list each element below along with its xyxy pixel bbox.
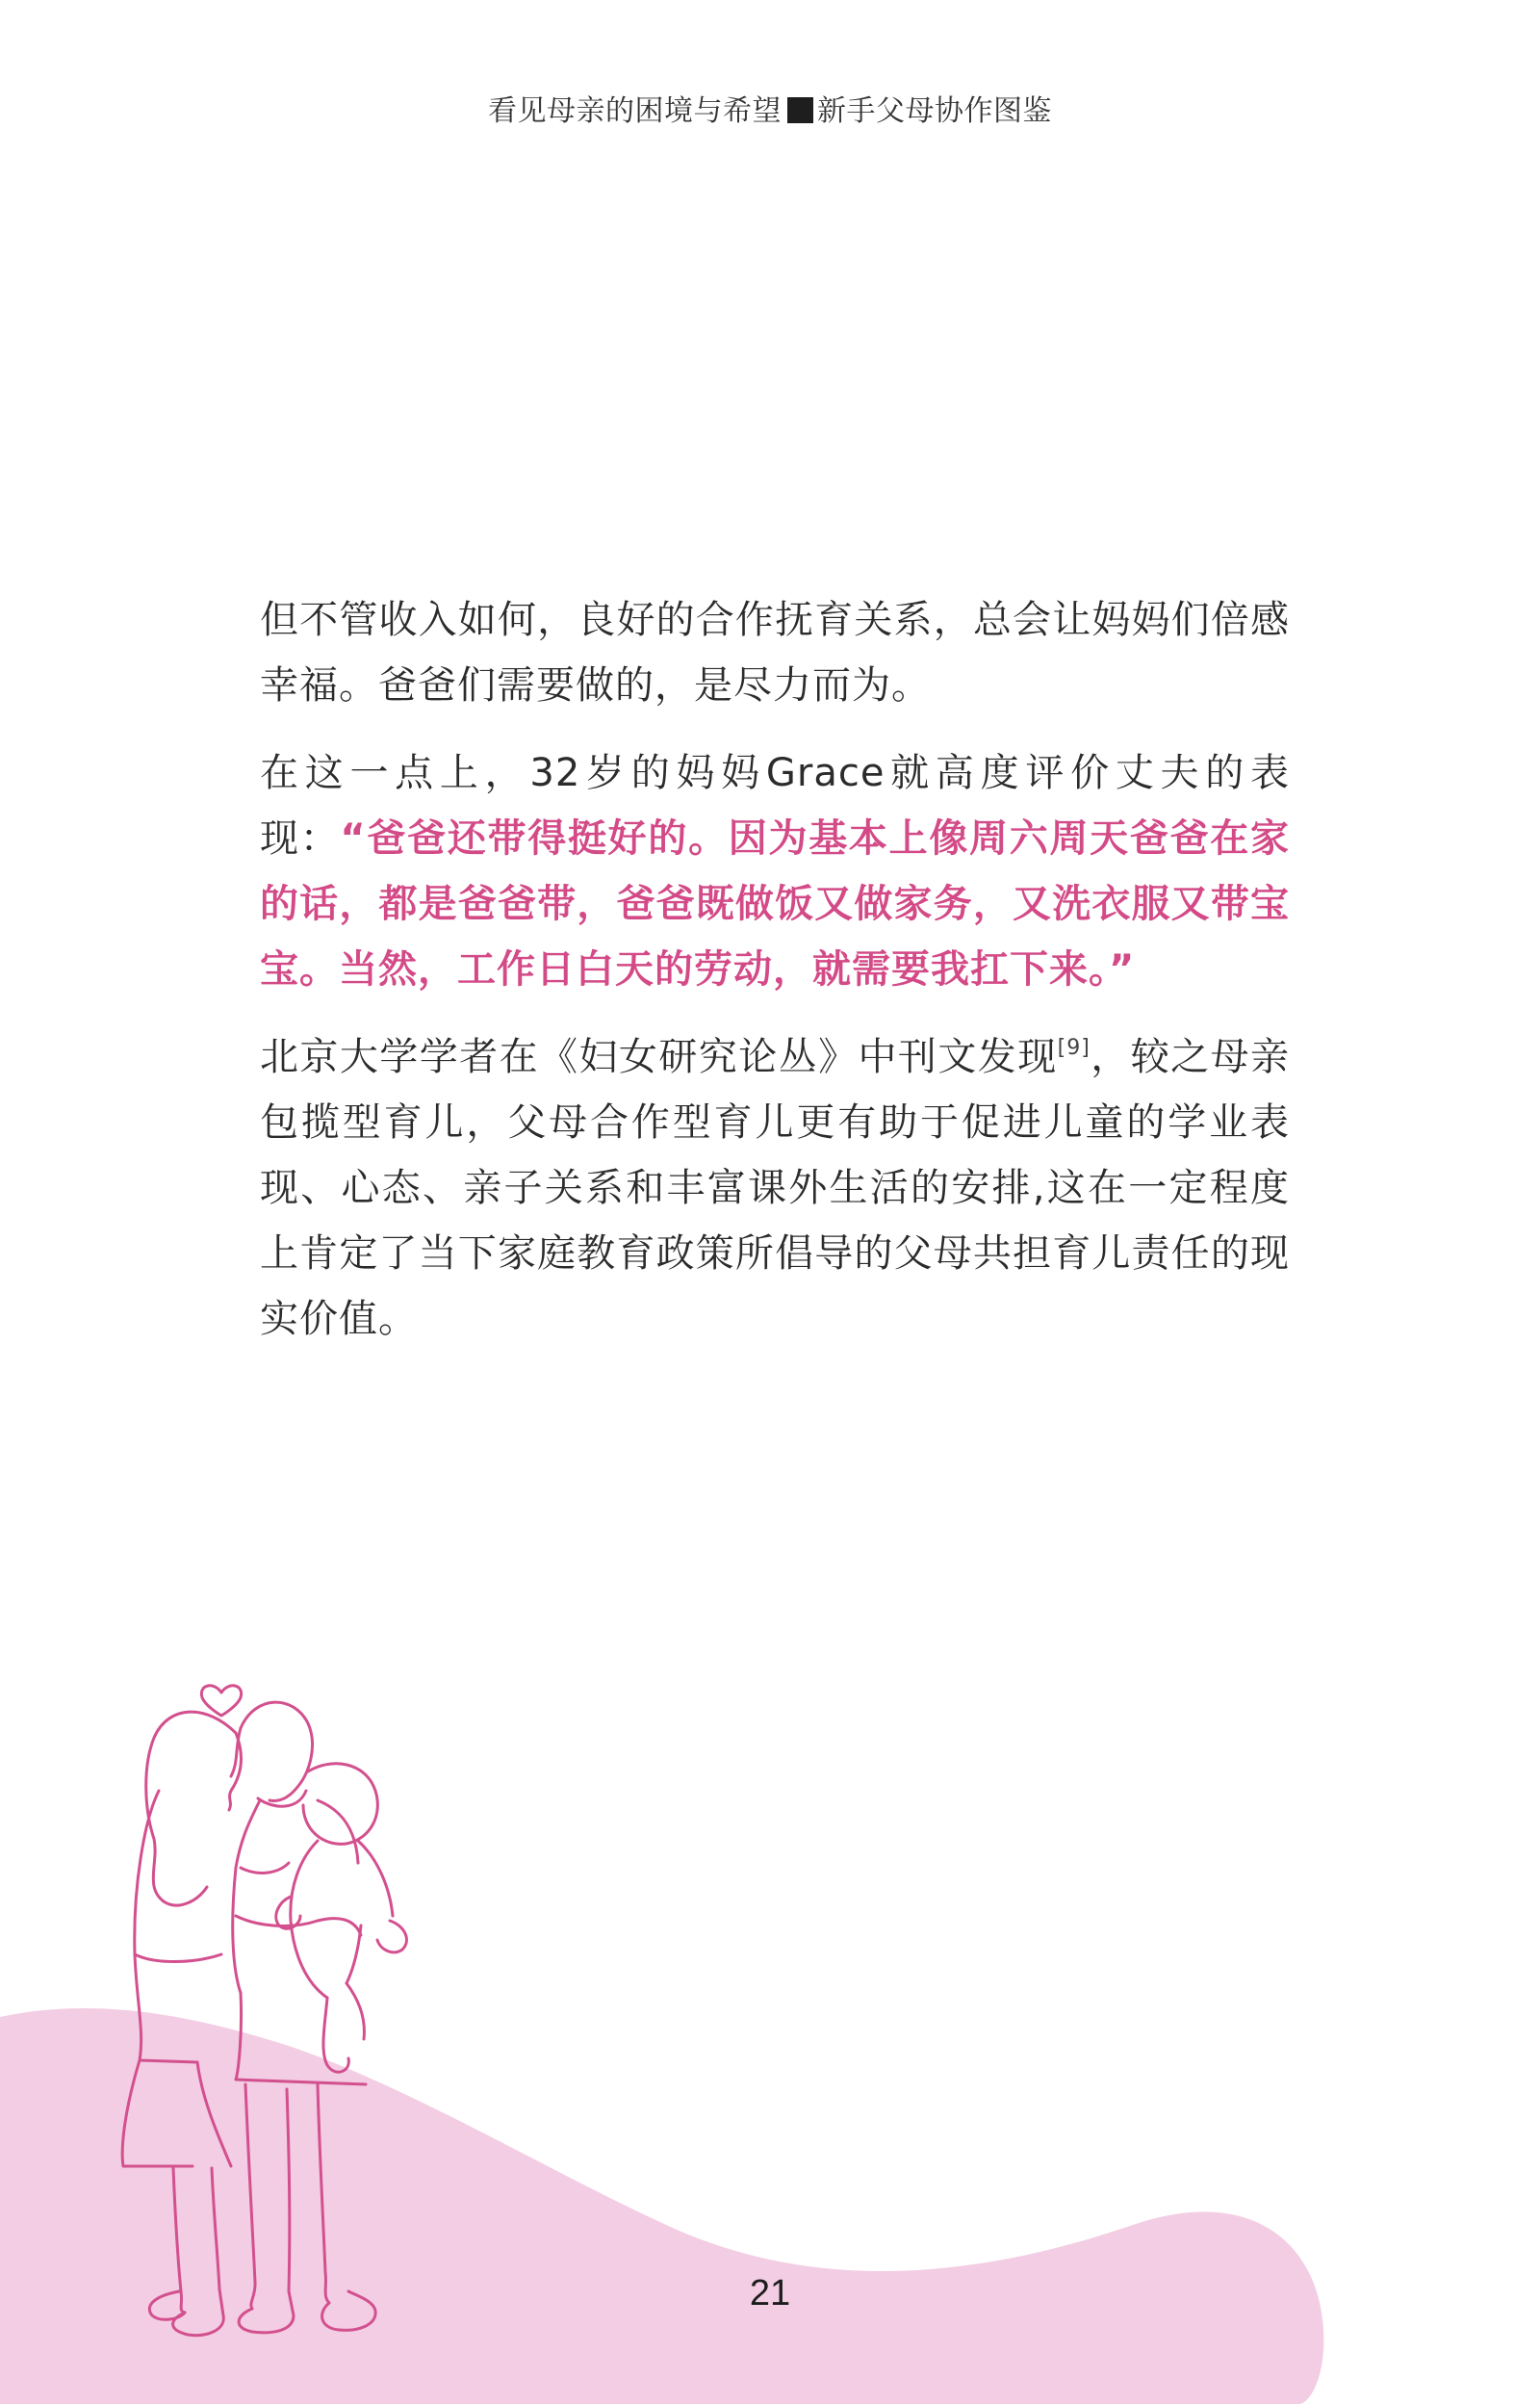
footnote-reference[interactable]: [9] xyxy=(1057,1036,1091,1060)
paragraph-2 xyxy=(260,740,1290,1002)
paragraph-3-part-b: ，较之母亲包揽型育儿，父母合作型育儿更有助于促进儿童的学业表现、心态、亲子关系和丰富课外生活的安排,这在一定程度上肯定了当下家庭教育政策所倡导的父母共担育儿责任的现实价值。 xyxy=(260,1035,1291,1341)
article-body xyxy=(260,587,1290,1374)
header-chapter-title: 新手父母协作图鉴 xyxy=(817,94,1052,128)
grace-quote: “爸爸还带得挺好的。因为基本上像周六周天爸爸在家的话，都是爸爸带，爸爸既做饭又做家务，又洗衣服又带宝宝。当然，工作日白天的劳动，就需要我扛下来。” xyxy=(260,816,1290,992)
running-header xyxy=(0,92,1540,131)
paragraph-3 xyxy=(260,1024,1290,1352)
header-separator-square xyxy=(787,97,813,123)
page-number: 21 xyxy=(749,2273,791,2314)
paragraph-1: 但不管收入如何，良好的合作抚育关系，总会让妈妈们倍感幸福。爸爸们需要做的，是尽力而为。 xyxy=(260,598,1290,708)
paragraph-2-lead: 在这一点上，32岁的妈妈Grace就高度评价丈夫的表现： xyxy=(260,751,1290,861)
header-book-title: 看见母亲的困境与希望 xyxy=(488,94,782,128)
paragraph-3-part-a: 北京大学学者在《妇女研究论丛》中刊文发现 xyxy=(260,1035,1058,1079)
